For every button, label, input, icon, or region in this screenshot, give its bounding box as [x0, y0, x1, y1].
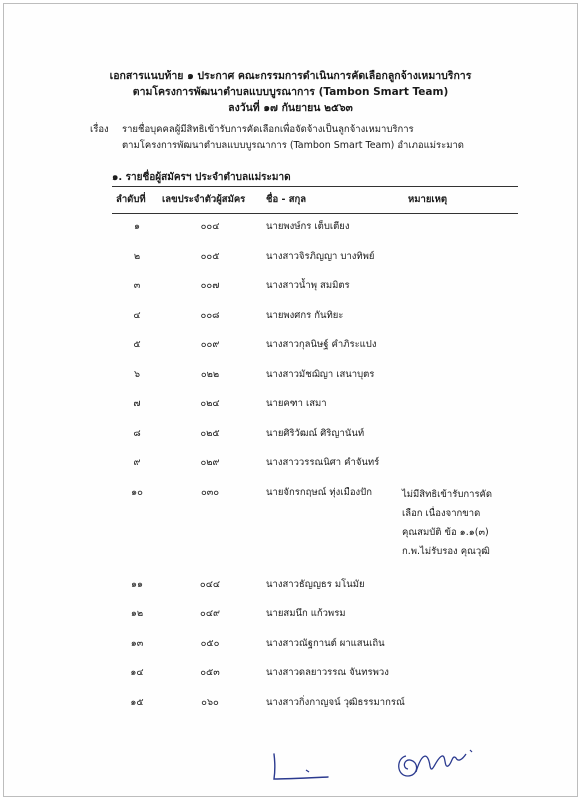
cell-applicant-id: ๐๐๘	[200, 309, 220, 321]
cell-applicant-id: ๐๖๐	[201, 696, 219, 708]
header-line-2: ตามโครงการพัฒนาตำบลแบบบูรณาการ (Tambon Smart Team)	[132, 86, 449, 98]
cell-full-name: นายศิริวัฒณ์ ศิริญานันท์	[266, 427, 365, 439]
cell-order: ๙	[133, 457, 141, 468]
cell-order: ๑๕	[130, 696, 144, 708]
cell-applicant-id: ๐๐๔	[200, 221, 220, 232]
cell-full-name: นางสาวกุลนิษฐ์ คำภิระแปง	[266, 339, 377, 350]
subject-label: เรื่อง	[90, 124, 109, 135]
subject-text-line-1: รายชื่อบุคคลผู้มีสิทธิเข้ารับการคัดเลือกเพื่อจัดจ้างเป็นลูกจ้างเหมาบริการ	[122, 124, 414, 135]
cell-order: ๘	[133, 427, 141, 439]
cell-applicant-id: ๐๒๔	[200, 398, 220, 409]
cell-full-name: นางสาวมัชฌิญา เสนาบุตร	[266, 368, 375, 380]
table-row	[4, 249, 577, 269]
cell-applicant-id: ๐๓๐	[200, 486, 220, 498]
cell-applicant-id: ๐๔๙	[200, 608, 220, 619]
cell-order: ๑๓	[130, 637, 144, 649]
table-row	[4, 636, 577, 656]
header-line-3: ลงวันที่ ๑๗ กันยายน ๒๕๖๓	[228, 102, 353, 114]
cell-full-name: นายคฑา เสมา	[266, 398, 327, 409]
cell-full-name: นางสาวกิ่งกาญจน์ วุฒิธรรมากรณ์	[266, 696, 405, 708]
cell-order: ๖	[133, 368, 141, 380]
cell-applicant-id: ๐๕๐	[200, 637, 220, 649]
document-page	[3, 3, 578, 797]
table-row	[4, 455, 577, 475]
header-order: ลำดับที่	[116, 194, 146, 205]
signature-mark-right	[392, 742, 482, 788]
cell-applicant-id: ๐๒๙	[200, 457, 220, 468]
cell-order: ๑๐	[131, 486, 143, 498]
cell-full-name: นางสาววรรณนิศา คำจันทร์	[266, 457, 380, 468]
cell-order: ๓	[133, 280, 141, 291]
table-row	[4, 606, 577, 626]
table-row	[4, 695, 577, 715]
cell-order: ๒	[133, 250, 141, 262]
cell-applicant-id: ๐๐๙	[200, 339, 220, 350]
table-row	[4, 308, 577, 328]
cell-full-name: นางสาวจิรภิญญา บางทิพย์	[266, 250, 375, 262]
cell-applicant-id: ๐๐๗	[200, 280, 220, 291]
table-row	[4, 426, 577, 446]
table-row	[4, 278, 577, 298]
table-row	[4, 396, 577, 416]
cell-full-name: นายจักรกฤษณ์ ทุ่งเมืองปัก	[266, 486, 372, 498]
cell-order: ๑	[133, 221, 141, 232]
table-header-bottom-rule	[112, 213, 518, 214]
cell-applicant-id: ๐๕๓	[200, 667, 220, 678]
header-applicant-id: เลขประจำตัวผู้สมัคร	[162, 194, 246, 205]
cell-full-name: นายพงศกร กันทิยะ	[266, 309, 344, 321]
header-remark: หมายเหตุ	[408, 194, 448, 205]
cell-remark: ไม่มีสิทธิเข้ารับการคัดเลือก เนื่องจากขาดคุณสมบัติ ข้อ ๑.๑(๓) ก.พ.ไม่รับรอง คุณวุฒิ	[402, 488, 493, 557]
cell-order: ๗	[133, 398, 141, 409]
cell-applicant-id: ๐๐๕	[200, 250, 220, 262]
section-title: ๑. รายชื่อผู้สมัครฯ ประจำตำบลแม่ระมาด	[112, 172, 291, 183]
cell-full-name: นางสาวดลยาวรรณ จันทรพวง	[266, 667, 389, 678]
table-row	[4, 485, 577, 557]
table-row	[4, 367, 577, 387]
cell-order: ๕	[133, 339, 141, 350]
table-row	[4, 665, 577, 685]
header-full-name: ชื่อ - สกุล	[266, 194, 307, 205]
cell-order: ๑๔	[130, 667, 144, 678]
signature-mark-left	[266, 752, 336, 786]
cell-full-name: นายพงษ์กร เต็บเตียง	[266, 221, 350, 232]
cell-full-name: นางสาวณัฐกานต์ ผาแสนเถิน	[266, 637, 385, 649]
cell-applicant-id: ๐๒๒	[200, 368, 220, 380]
cell-order: ๔	[133, 309, 141, 321]
table-row	[4, 337, 577, 357]
table-row	[4, 219, 577, 239]
cell-applicant-id: ๐๔๔	[199, 578, 221, 590]
cell-applicant-id: ๐๒๕	[200, 427, 220, 439]
cell-full-name: นางสาวน้ำพุ สมมิตร	[266, 280, 350, 291]
cell-full-name: นายสมนึก แก้วพรม	[266, 608, 346, 619]
table-row	[4, 577, 577, 597]
cell-full-name: นางสาวธัญญธร มโนมัย	[266, 578, 365, 590]
cell-order: ๑๒	[130, 608, 144, 619]
document-header	[4, 68, 577, 116]
subject-text-line-2: ตามโครงการพัฒนาตำบลแบบบูรณาการ (Tambon Smart Team) อำเภอแม่ระมาด	[122, 140, 464, 151]
header-line-1: เอกสารแนบท้าย ๑ ประกาศ คณะกรรมการดำเนินการคัดเลือกลูกจ้างเหมาบริการ	[109, 70, 472, 82]
cell-order: ๑๑	[130, 578, 144, 590]
table-top-rule	[112, 186, 518, 187]
